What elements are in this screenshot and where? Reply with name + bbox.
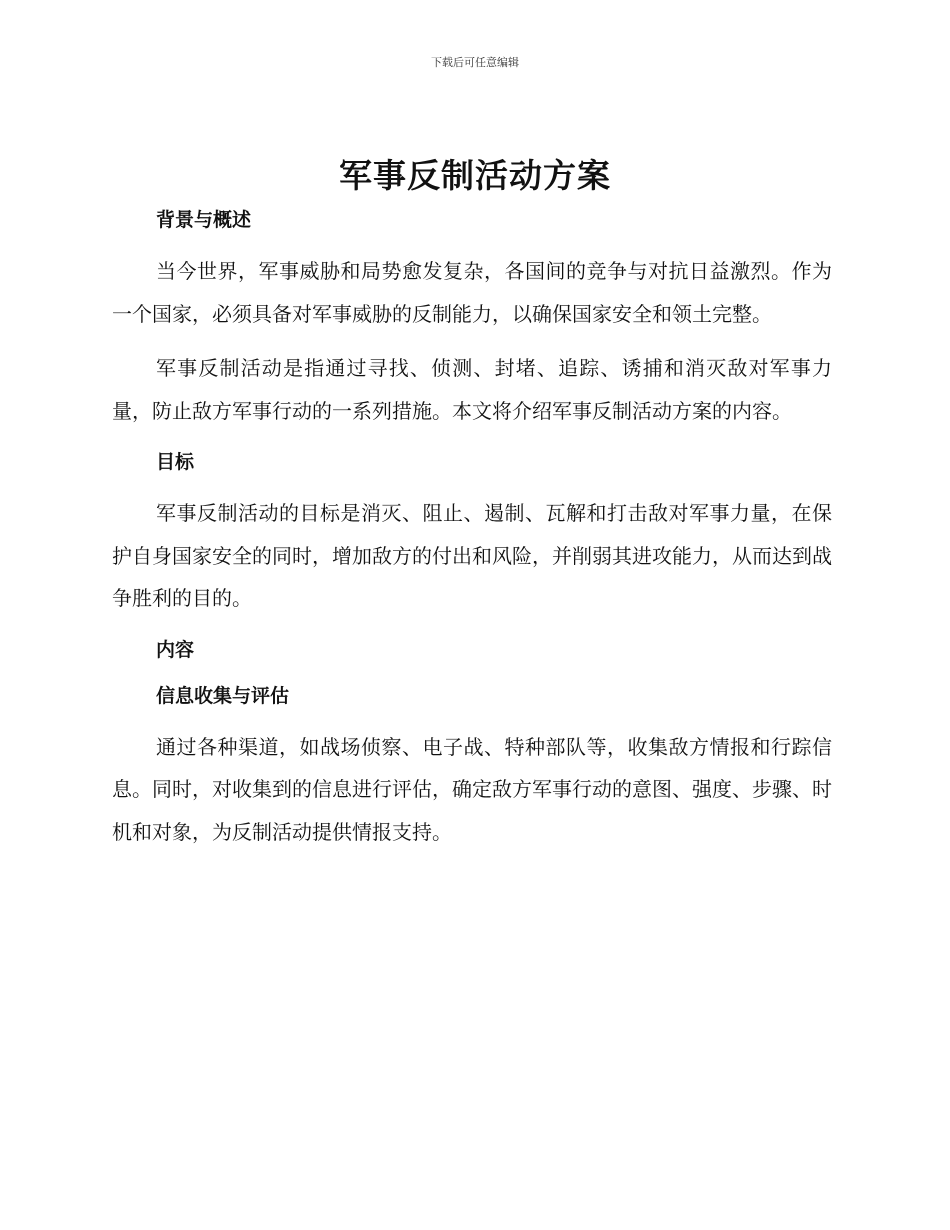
- paragraph-background-2: 军事反制活动是指通过寻找、侦测、封堵、追踪、诱捕和消灭敌对军事力量，防止敌方军事行动的一系列措施。本文将介绍军事反制活动方案的内容。: [112, 356, 832, 423]
- paragraph-background-1: 当今世界，军事威胁和局势愈发复杂，各国间的竞争与对抗日益激烈。作为一个国家，必须具备对军事威胁的反制能力，以确保国家安全和领土完整。: [112, 259, 832, 326]
- header-note: 下载后可任意编辑: [431, 56, 519, 69]
- subsection-heading-info: 信息收集与评估: [156, 684, 290, 707]
- section-heading-background: 背景与概述: [156, 209, 252, 231]
- document-body: [112, 204, 832, 853]
- paragraph-goal-1: 军事反制活动的目标是消灭、阻止、遏制、瓦解和打击敌对军事力量，在保护自身国家安全的同时，增加敌方的付出和风险，并削弱其进攻能力，从而达到战争胜利的目的。: [112, 501, 832, 610]
- document-title: 军事反制活动方案: [339, 156, 611, 195]
- section-heading-goal: 目标: [156, 451, 195, 473]
- paragraph-info-1: 通过各种渠道，如战场侦察、电子战、特种部队等，收集敌方情报和行踪信息。同时，对收集到的信息进行评估，确定敌方军事行动的意图、强度、步骤、时机和对象，为反制活动提供情报支持。: [112, 734, 832, 844]
- section-heading-content: 内容: [156, 638, 195, 661]
